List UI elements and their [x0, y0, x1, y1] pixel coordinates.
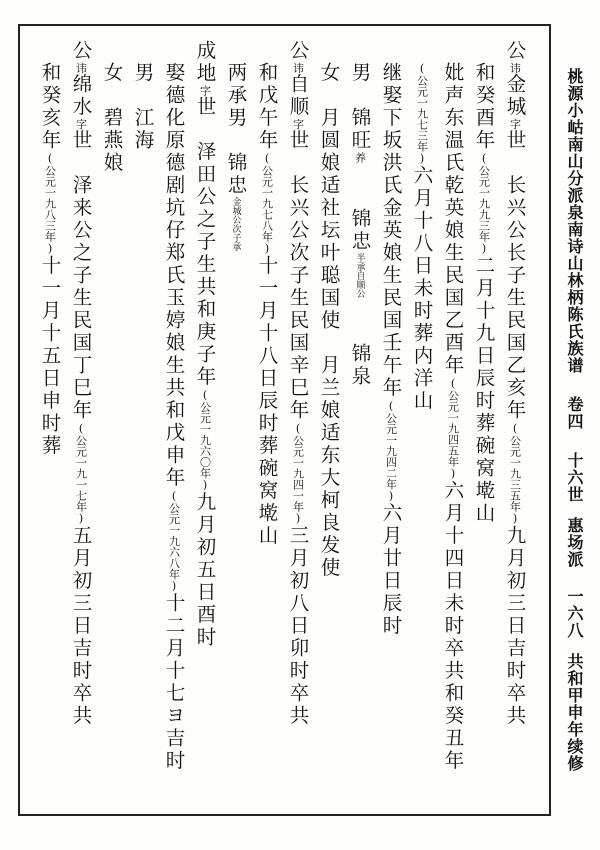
column-text: 和戊午年: [255, 62, 279, 152]
column-text: 成地: [193, 40, 217, 85]
text-column-11: [195, 40, 215, 649]
annotation-text: (公元一九七三年): [415, 62, 429, 165]
column-text: 和癸亥年: [38, 62, 62, 152]
column-text: 锦忠: [224, 152, 248, 197]
header-branch: 惠场派: [565, 517, 584, 568]
column-text: 锦旺: [348, 107, 372, 152]
annotation-text: 养: [353, 152, 367, 163]
column-text: 女: [317, 62, 341, 107]
header-title: 桃源小岵南山分派泉南诗山林柄陈氏族谱: [565, 68, 584, 374]
column-text: 妣声东温氏乾英娘生民国乙酉年: [441, 62, 465, 377]
annotation-text: 讳: [508, 62, 522, 74]
text-column-7: [319, 62, 339, 580]
column-text: 世 长兴公次子生民国辛巳年: [286, 129, 310, 422]
column-text: 两承男: [224, 62, 248, 152]
column-text: 六月十八日未时葬内洋山: [410, 165, 434, 413]
text-column-4: [412, 62, 432, 413]
column-text: 女: [100, 62, 124, 107]
text-column-12: [164, 62, 184, 773]
text-column-2: [474, 62, 494, 525]
text-column-10: [226, 62, 246, 251]
annotation-text: 半承自顺公: [354, 253, 365, 298]
column-text: 十一月十八日辰时葬碗窝墘山: [255, 255, 279, 548]
annotation-text: 字: [291, 118, 305, 130]
annotation-text: (公元一九九三年): [477, 152, 491, 255]
column-text: 男: [348, 62, 372, 107]
column-text: 锦忠: [348, 163, 372, 253]
page-border: [18, 24, 551, 816]
annotation-text: 字: [74, 118, 88, 130]
column-text: 金城: [503, 73, 527, 119]
text-column-1: [505, 40, 525, 728]
annotation-text: (公元一九七八年): [260, 152, 274, 255]
text-column-9: [257, 62, 277, 548]
text-column-6: [350, 62, 370, 388]
header-edition: 共和甲申年续修: [565, 653, 584, 772]
running-header: [566, 68, 582, 772]
column-text: 二月十九日辰时葬碗窝墘山: [472, 255, 496, 525]
column-text: 娶德化原德剧坑仔郑氏玉婷娘生共和戊申年: [162, 62, 186, 490]
header-volume: 卷四: [565, 396, 584, 430]
column-text: 十一月十五日申时葬: [38, 255, 62, 458]
annotation-text: 金城公次子承: [230, 197, 241, 251]
annotation-text: (公元一九四二年): [384, 399, 398, 503]
column-text: 十二月十七ヨ吉时: [162, 592, 186, 773]
annotation-text: 字: [198, 85, 212, 96]
text-column-15: [71, 40, 91, 728]
annotation-text: (公元一九六八年): [167, 489, 181, 593]
column-text: 月圆娘适社坛叶聪国使 月兰娘适东大柯良发使: [317, 107, 341, 580]
annotation-text: (公元一九六〇年): [198, 388, 212, 492]
column-text: 公: [503, 40, 527, 63]
header-page-number: 一六八: [565, 588, 584, 639]
column-text: 五月初三日吉时卒共: [69, 525, 93, 728]
column-text: 自顺: [286, 73, 310, 119]
annotation-text: (公元一九四一年): [291, 422, 305, 525]
column-text: 继娶下坂洪氏金英娘生民国壬午年: [379, 62, 403, 400]
column-text: 绵水: [69, 73, 93, 119]
text-column-14: [102, 62, 122, 175]
column-text: 六月廿日辰时: [379, 502, 403, 638]
annotation-text: (公元一九一七年): [74, 422, 88, 525]
column-text: 公: [69, 40, 93, 63]
text-column-3: [443, 62, 463, 773]
annotation-text: (公元一九四五年): [446, 377, 460, 480]
header-generation: 十六世: [565, 452, 584, 503]
column-text: 公: [286, 40, 310, 63]
column-text: 江海: [131, 107, 155, 152]
text-column-5: [381, 62, 401, 638]
text-column-13: [133, 62, 153, 152]
column-text: 六月十四日未时卒共和癸丑年: [441, 480, 465, 773]
column-text: 世 长兴公长子生民国乙亥年: [503, 129, 527, 422]
annotation-text: (公元一九三五年): [508, 422, 522, 525]
column-text: 世 泽来公之子生民国丁巳年: [69, 129, 93, 422]
column-text: 三月初八日卯时卒共: [286, 525, 310, 728]
column-text: 九月初五日酉时: [193, 491, 217, 649]
annotation-text: 讳: [74, 62, 88, 74]
text-column-8: [288, 40, 308, 728]
column-text: 男: [131, 62, 155, 107]
annotation-text: (公元一九八三年): [43, 152, 57, 255]
annotation-text: 讳: [291, 62, 305, 74]
column-text: 世 泽田公之子生共和庚子年: [193, 96, 217, 389]
column-text: 碧燕娘: [100, 107, 124, 175]
column-text: 和癸酉年: [472, 62, 496, 152]
annotation-text: 字: [508, 118, 522, 130]
column-text: 锦泉: [348, 298, 372, 388]
column-text: 九月初三日吉时卒共: [503, 525, 527, 728]
text-column-16: [40, 62, 60, 458]
